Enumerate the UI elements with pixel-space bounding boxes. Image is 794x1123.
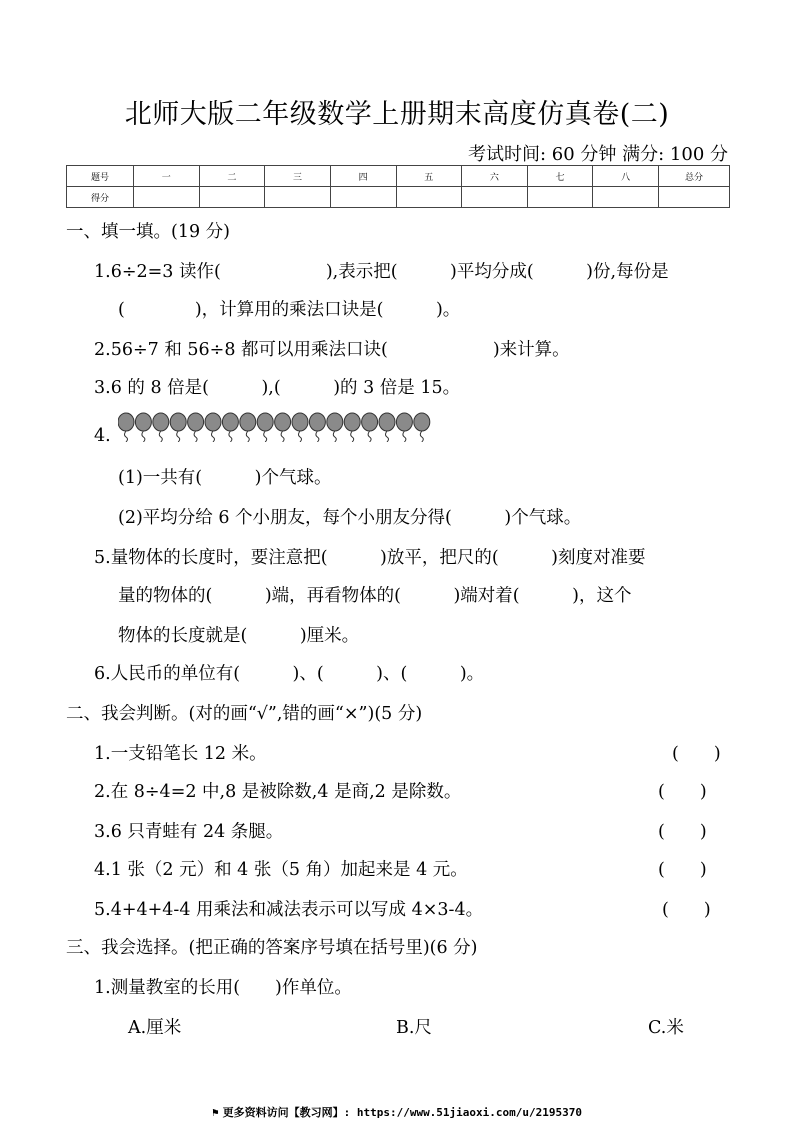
answer-blank[interactable]: ( ) [658, 822, 707, 842]
balloon-icon [257, 413, 273, 442]
balloon-icon [379, 413, 395, 442]
balloon-icon [188, 413, 204, 442]
balloon-icon [327, 413, 343, 442]
balloon-icon [222, 413, 238, 442]
score-input-cell[interactable] [659, 187, 730, 208]
question-1-2: 2.56÷7 和 56÷8 都可以用乘法口诀( )来计算。 [94, 340, 570, 360]
table-cell: 六 [462, 166, 528, 187]
table-cell: 七 [527, 166, 593, 187]
balloon-icon [205, 413, 221, 442]
score-input-cell[interactable] [199, 187, 265, 208]
judge-item-3: 3.6 只青蛙有 24 条腿。 [94, 822, 284, 842]
score-table [66, 165, 730, 208]
judge-item-1: 1.一支铅笔长 12 米。 [94, 744, 267, 764]
table-cell: 题号 [67, 166, 134, 187]
balloon-icon [414, 413, 430, 442]
question-1-5-line-2: 量的物体的( )端，再看物体的( )端对着( )，这个 [118, 586, 632, 606]
question-1-6: 6.人民币的单位有( )、( )、( )。 [94, 664, 485, 684]
question-1-4-sub-1: (1)一共有( )个气球。 [118, 468, 332, 488]
score-input-cell[interactable] [265, 187, 331, 208]
question-1-1-line-2: ( )，计算用的乘法口诀是( )。 [118, 300, 461, 320]
question-1-4-number: 4. [94, 426, 111, 446]
score-input-cell[interactable] [527, 187, 593, 208]
score-input-cell[interactable] [462, 187, 528, 208]
balloon-icon [309, 413, 325, 442]
footer-link[interactable]: 更多资料访问【教习网】: https://www.51jiaoxi.com/u/2195370 [222, 1106, 583, 1119]
answer-blank[interactable]: ( ) [658, 782, 707, 802]
balloon-icon [275, 413, 291, 442]
balloons-illustration [118, 412, 434, 442]
section-3-heading: 三、我会选择。(把正确的答案序号填在括号里)(6 分) [66, 938, 478, 958]
score-input-cell[interactable] [396, 187, 462, 208]
choice-question-1: 1.测量教室的长用( )作单位。 [94, 978, 352, 998]
answer-blank[interactable]: ( ) [672, 744, 721, 764]
balloon-icon [135, 413, 151, 442]
section-2-heading: 二、我会判断。(对的画“√”,错的画“×”)(5 分) [66, 704, 423, 724]
table-cell: 总分 [659, 166, 730, 187]
question-1-5-line-1: 5.量物体的长度时，要注意把( )放平，把尺的( )刻度对准要 [94, 548, 646, 568]
balloon-icon [170, 413, 186, 442]
score-input-cell[interactable] [134, 187, 200, 208]
option-a[interactable]: A.厘米 [128, 1018, 182, 1038]
answer-blank[interactable]: ( ) [658, 860, 707, 880]
table-cell: 四 [330, 166, 396, 187]
question-1-5-line-3: 物体的长度就是( )厘米。 [118, 626, 360, 646]
score-input-cell[interactable] [330, 187, 396, 208]
balloon-icon [240, 413, 256, 442]
page-title: 北师大版二年级数学上册期末高度仿真卷(二) [124, 99, 670, 130]
section-1-heading: 一、填一填。(19 分) [66, 222, 230, 242]
balloon-icon [362, 413, 378, 442]
option-c[interactable]: C.米 [648, 1018, 684, 1038]
score-input-cell[interactable] [593, 187, 659, 208]
judge-item-4: 4.1 张（2 元）和 4 张（5 角）加起来是 4 元。 [94, 860, 468, 880]
table-cell: 一 [134, 166, 200, 187]
judge-item-2: 2.在 8÷4=2 中,8 是被除数,4 是商,2 是除数。 [94, 782, 462, 802]
footer[interactable] [0, 1104, 794, 1120]
question-1-4-sub-2: (2)平均分给 6 个小朋友，每个小朋友分得( )个气球。 [118, 508, 582, 528]
table-cell: 五 [396, 166, 462, 187]
balloon-icon [153, 413, 169, 442]
question-1-3: 3.6 的 8 倍是( ),( )的 3 倍是 15。 [94, 378, 461, 398]
balloon-icon [396, 413, 412, 442]
table-cell: 二 [199, 166, 265, 187]
table-cell: 三 [265, 166, 331, 187]
judge-item-5: 5.4+4+4-4 用乘法和减法表示可以写成 4×3-4。 [94, 900, 484, 920]
balloon-icon [118, 413, 134, 442]
flag-icon: ⚑ [211, 1106, 219, 1119]
exam-info: 考试时间: 60 分钟 满分: 100 分 [468, 144, 728, 165]
score-table-header-row [67, 166, 730, 187]
table-cell: 得分 [67, 187, 134, 208]
option-b[interactable]: B.尺 [396, 1018, 432, 1038]
question-1-1-line-1: 1.6÷2=3 读作( ),表示把( )平均分成( )份,每份是 [94, 262, 669, 282]
answer-blank[interactable]: ( ) [662, 900, 711, 920]
balloon-icon [292, 413, 308, 442]
table-cell: 八 [593, 166, 659, 187]
balloon-icon [344, 413, 360, 442]
score-table-score-row [67, 187, 730, 208]
